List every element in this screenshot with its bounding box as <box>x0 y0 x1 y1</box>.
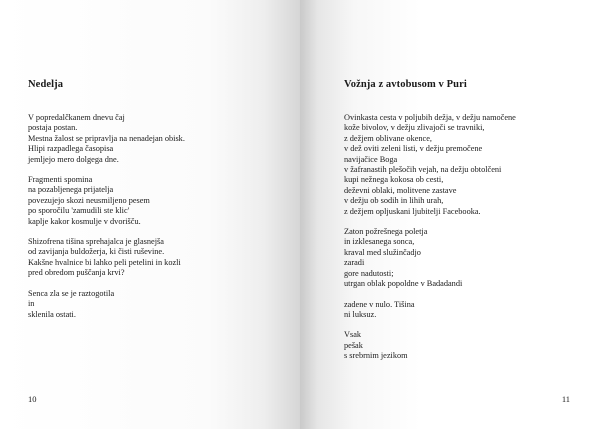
page-number: 11 <box>561 394 570 404</box>
poem-line: jemljejo mero dolgega dne. <box>28 154 119 164</box>
page-number: 10 <box>28 394 37 404</box>
poem-line: Fragmenti spomina <box>28 175 93 185</box>
poem-line: utrgan oblak popoldne v Badadandi <box>344 279 463 289</box>
stanza <box>28 175 278 227</box>
poem-line: ni luksuz. <box>344 309 377 319</box>
poem-line: in izklesanega sonca, <box>344 237 415 247</box>
poem-line: kupi nežnega kokosa ob cesti, <box>344 175 444 185</box>
poem-line: zadene v nulo. Tišina <box>344 299 415 309</box>
poem-line: Zaton požrešnega poletja <box>344 227 428 237</box>
poem-line: s srebrnim jezikom <box>344 351 408 361</box>
poem-line: zaradi <box>344 258 365 268</box>
poem-line: z dežjem opljuskani ljubitelji Facebooka. <box>344 206 481 216</box>
poem-line: od zavijanja buldožerja, ki čisti ruševine. <box>28 247 165 257</box>
poem-line: povezujejo skozi neusmiljeno pesem <box>28 195 150 205</box>
poem-body <box>344 113 584 372</box>
poem-line: postaja postan. <box>28 123 78 133</box>
poem-line: pešak <box>344 340 363 350</box>
stanza <box>344 300 584 321</box>
poem-line: z dežjem oblivane okence, <box>344 133 432 143</box>
poem-line: Hlipi razpadlega časopisa <box>28 144 114 154</box>
poem-line: sklenila ostati. <box>28 309 76 319</box>
right-page <box>300 0 600 429</box>
poem-line: Shizofrena tišina sprehajalca je glasnejša <box>28 237 164 247</box>
poem-line: Senca zla se je raztogotila <box>28 288 115 298</box>
poem-line: Ovinkasta cesta v poljubih dežja, v dežju namočene <box>344 113 516 122</box>
stanza <box>344 227 584 289</box>
stanza <box>28 113 278 165</box>
poem-line: v dež oviti zeleni listi, v dežju premočene <box>344 144 483 154</box>
poem-body <box>28 113 278 330</box>
poem-line: Kakšne hvalnice bi lahko peli petelini in kozli <box>28 257 181 267</box>
poem-line: deževni oblaki, molitvene zastave <box>344 185 457 195</box>
poem-line: Mestna žalost se pripravlja na nenadejan obisk. <box>28 133 185 143</box>
poem-line: kože bivolov, v dežju zlivajoči se travniki, <box>344 123 485 133</box>
poem-line: pred obredom puščanja krvi? <box>28 268 125 278</box>
poem-line: in <box>28 299 35 309</box>
poem-line: kraval med služinčadjo <box>344 247 421 257</box>
poem-line: po sporočilu 'zamudili ste klic' <box>28 206 130 216</box>
poem-title: Vožnja z avtobusom v Puri <box>344 79 467 90</box>
poem-line: v žafranastih plešočih vejah, na dežju obtolčeni <box>344 165 502 175</box>
poem-line: navijačice Boga <box>344 154 398 164</box>
poem-line: Vsak <box>344 330 362 340</box>
stanza <box>28 289 278 320</box>
stanza <box>28 237 278 279</box>
poem-line: v dežju ob sodih in lihih urah, <box>344 196 444 206</box>
poem-line: na pozabljenega prijatelja <box>28 185 114 195</box>
stanza <box>344 113 584 217</box>
poem-line: V popredalčkanem dnevu čaj <box>28 113 125 122</box>
poem-title: Nedelja <box>28 79 64 90</box>
stanza <box>344 330 584 361</box>
poem-line: gore nadutosti; <box>344 268 394 278</box>
poem-line: kaplje kakor kosmulje v dvorišču. <box>28 216 141 226</box>
